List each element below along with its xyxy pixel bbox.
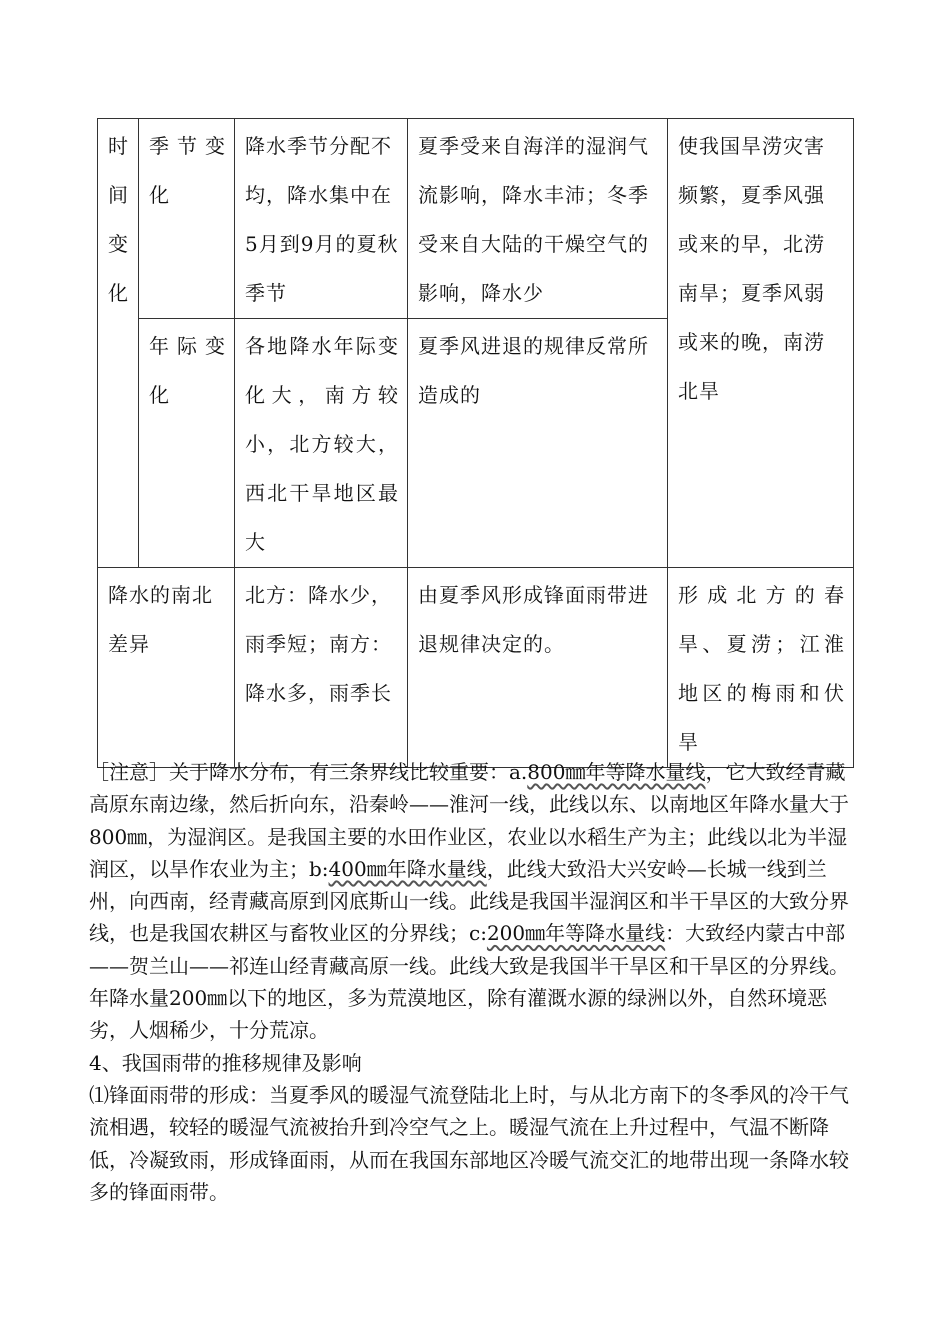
body-paragraph: ⑴锋面雨带的形成：当夏季风的暖湿气流登陆北上时，与从北方南下的冬季风的冷干气流相遇，较轻的暖湿气流被抬升到冷空气之上。暖湿气流在上升过程中，气温不断降低，冷凝致雨，形成锋面雨，从而在我国东部地区冷暖气流交汇的地带出现一条降水较多的锋面雨带。: [89, 1082, 849, 1204]
line-800mm: 800㎜年等降水量线: [527, 760, 706, 784]
interannual-cause: 夏季风进退的规律反常所造成的: [408, 319, 668, 568]
north-south-impact: 形成北方的春旱、夏涝；江淮地区的梅雨和伏旱: [668, 568, 854, 768]
time-change-impact: 使我国旱涝灾害频繁，夏季风强或来的早，北涝南旱；夏季风弱或来的晚，南涝北旱: [668, 119, 854, 568]
table-row: [98, 119, 854, 319]
interannual-characteristic: 各地降水年际变化大，南方较小，北方较大，西北干旱地区最大: [235, 319, 408, 568]
line-400mm: 400㎜年降水量线: [328, 856, 487, 881]
seasonal-cause: 夏季受来自海洋的湿润气流影响，降水丰沛；冬季受来自大陆的干燥空气的影响，降水少: [408, 119, 668, 319]
seasonal-characteristic: 降水季节分配不均，降水集中在5月到9月的夏秋季节: [235, 119, 408, 319]
north-south-cause: 由夏季风形成锋面雨带进退规律决定的。: [408, 568, 668, 768]
notes-section: [89, 756, 865, 1208]
section-heading: 4、我国雨带的推移规律及影响: [89, 1050, 362, 1075]
table-row: [98, 568, 854, 768]
interannual-label: 年际变化: [139, 319, 235, 568]
note-paragraph: ［注意］关于降水分布，有三条界线比较重要：a.800㎜年等降水量线，它大致经青藏高原东南边缘，然后折向东，沿秦岭——淮河一线，此线以东、以南地区年降水量大于800㎜，为湿润区。是我国主要的水田作业区，农业以水稻生产为主；此线以北为半湿润区，以旱作农业为主；b:400㎜年降水量线，此线大致沿大兴安岭—长城一线到兰州，向西南，经青藏高原到冈底斯山一线。此线是我国半湿润区和半干旱区的大致分界线，也是我国农耕区与畜牧业区的分界线；c:200㎜年等降水量线：大致经内蒙古中部——贺兰山——祁连山经青藏高原一线。此线大致是我国半干旱区和干旱区的分界线。年降水量200㎜以下的地区，多为荒漠地区，除有灌溉水源的绿洲以外，自然环境恶劣，人烟稀少，十分荒凉。: [89, 760, 849, 1043]
north-south-label: 降水的南北差异: [98, 568, 235, 768]
precipitation-table: [97, 118, 854, 768]
time-change-label: 时 间 变 化: [98, 119, 139, 568]
north-south-characteristic: 北方：降水少，雨季短；南方：降水多，雨季长: [235, 568, 408, 768]
seasonal-label: 季节变化: [139, 119, 235, 319]
line-200mm: 200㎜年等降水量线: [486, 921, 666, 946]
